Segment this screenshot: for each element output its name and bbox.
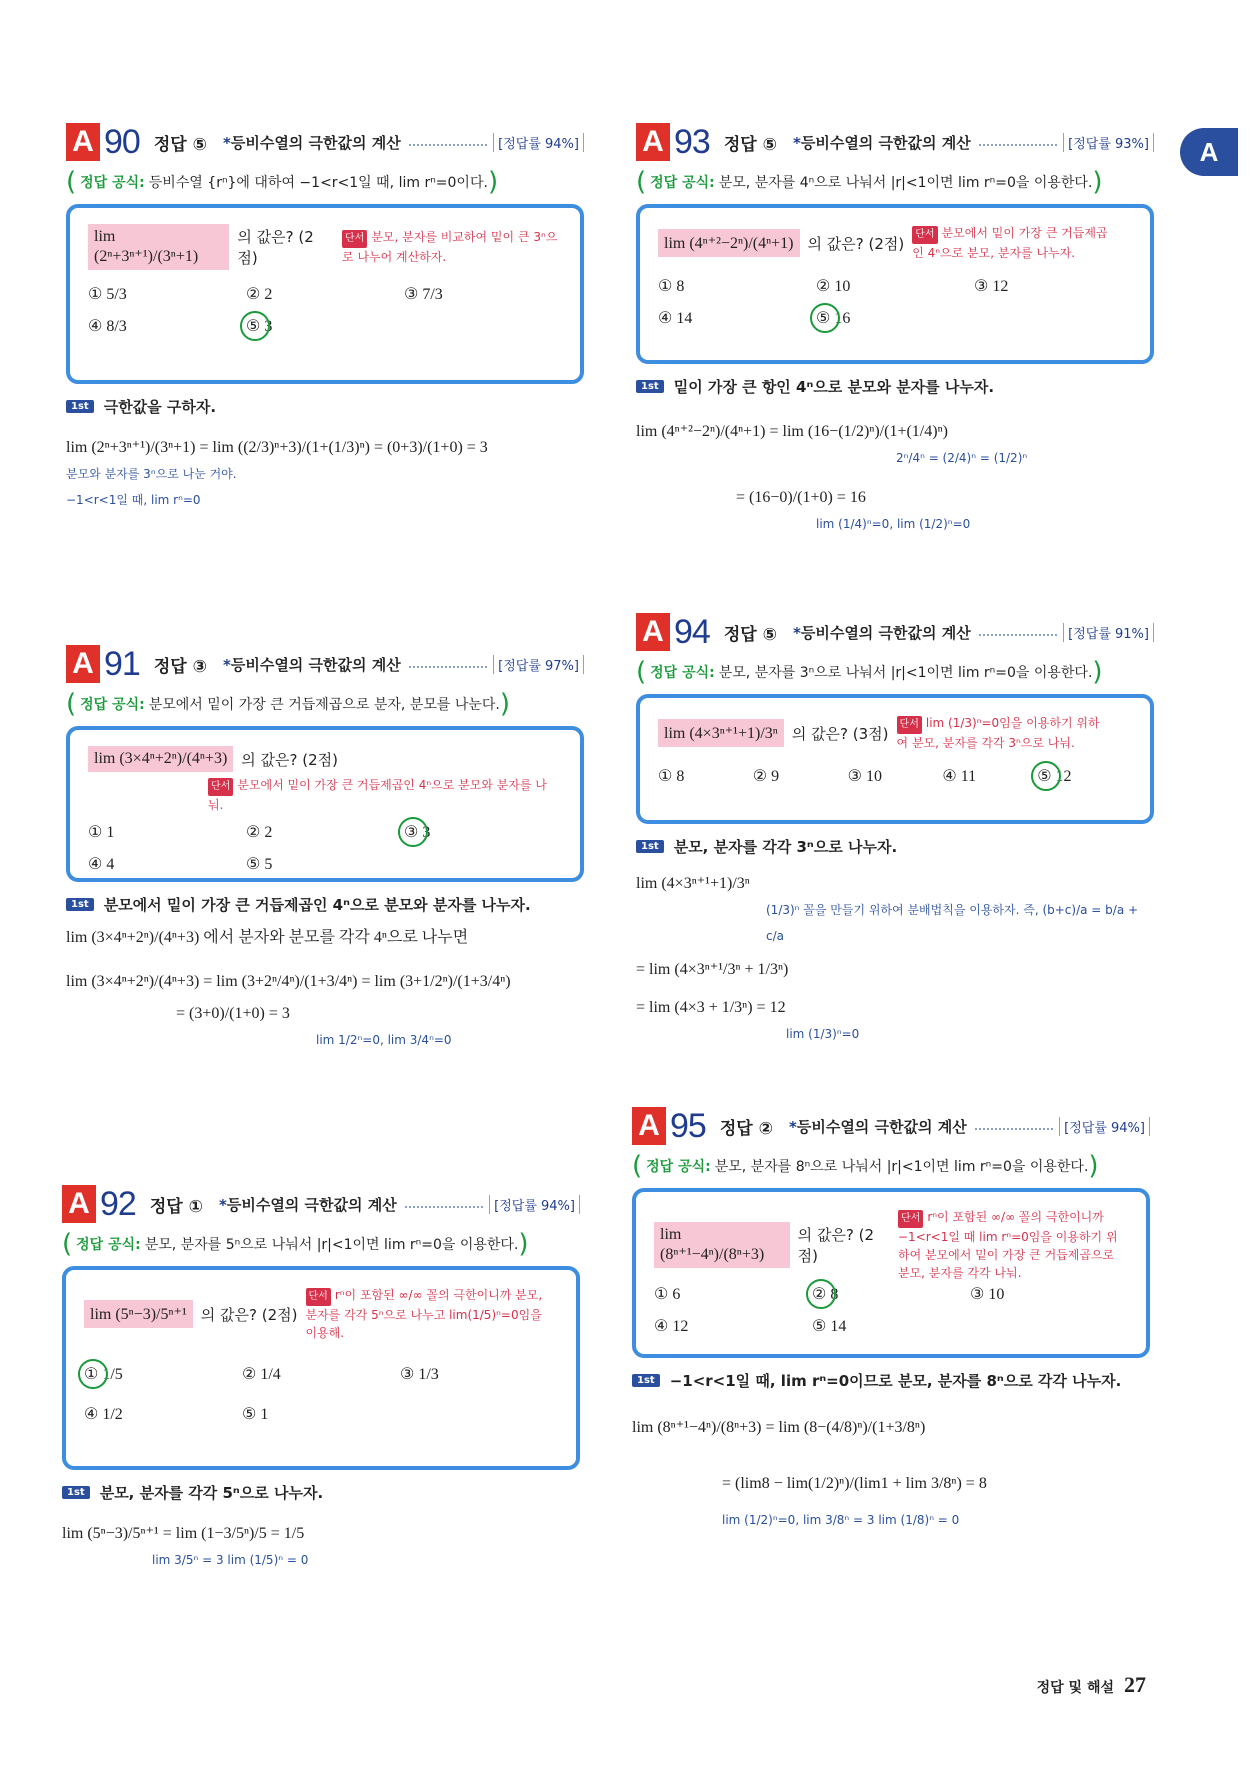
question-box	[66, 726, 584, 882]
solution-title: 1st −1<r<1일 때, lim rⁿ=0이므로 분모, 분자를 8ⁿ으로 각각 나누자.	[632, 1370, 1150, 1391]
solution-line: lim (4ⁿ⁺²−2ⁿ)/(4ⁿ+1) = lim (16−(1/2)ⁿ)/(1+(1/4)ⁿ)	[636, 423, 948, 440]
answer-label: 정답 ⑤	[153, 134, 207, 155]
problem-letter: A	[632, 1107, 666, 1145]
solution-title: 1st 분모에서 밑이 가장 큰 거듭제곱인 4ⁿ으로 분모와 분자를 나누자.	[66, 894, 584, 915]
solution-note: −1<r<1일 때, lim rⁿ=0	[66, 493, 201, 507]
problem-letter: A	[636, 613, 670, 651]
topic: *등비수열의 극한값의 계산	[222, 133, 401, 152]
solution-title: 1st 분모, 분자를 각각 5ⁿ으로 나누자.	[62, 1482, 580, 1503]
choice-3[interactable]: ③ 1/3	[400, 1366, 439, 1383]
solution	[66, 435, 584, 513]
question-text: 의 값은? (2점)	[200, 1305, 298, 1324]
choices	[88, 284, 562, 336]
choice-5-correct[interactable]: ⑤ 16	[816, 308, 974, 328]
correct-rate: [정답률 94%]	[1059, 1117, 1150, 1136]
solution	[636, 871, 1154, 1047]
question-expression: lim (4×3ⁿ⁺¹+1)/3ⁿ	[658, 719, 784, 747]
solution-note: (1/3)ⁿ 꼴을 만들기 위하여 분배법칙을 이용하자. 즉, (b+c)/a = b/a + c/a	[766, 903, 1139, 943]
choice-1-correct[interactable]: ① 1/5	[84, 1364, 242, 1384]
question-box	[636, 204, 1154, 364]
question-text: 의 값은? (2점)	[241, 750, 338, 769]
solution-note: lim (1/4)ⁿ=0, lim (1/2)ⁿ=0	[816, 517, 971, 531]
formula-line: ( 정답 공식: 분모, 분자를 4ⁿ으로 나눠서 |r|<1이면 lim rⁿ=0을 이용한다. )	[636, 167, 1103, 197]
solution-title: 1st 극한값을 구하자.	[66, 396, 584, 417]
solution-line: lim (3×4ⁿ+2ⁿ)/(4ⁿ+3) = lim (3+2ⁿ/4ⁿ)/(1+3/4ⁿ) = lim (3+1/2ⁿ)/(1+3/4ⁿ)	[66, 973, 511, 990]
solution	[66, 925, 584, 1053]
choices	[658, 766, 1132, 786]
choice-2[interactable]: ② 2	[246, 824, 273, 841]
correct-rate: [정답률 91%]	[1063, 623, 1154, 642]
choices	[84, 1364, 558, 1424]
problem-93	[636, 122, 1154, 537]
tip: 단서 lim (1/3)ⁿ=0임을 이용하기 위하여 분모, 분자를 각각 3ⁿ으로 나눠.	[896, 716, 1100, 750]
solution-line: = lim (4×3 + 1/3ⁿ) = 12	[636, 999, 786, 1016]
question-expression: lim (2ⁿ+3ⁿ⁺¹)/(3ⁿ+1)	[88, 224, 229, 270]
choice-4[interactable]: ④ 12	[654, 1318, 689, 1335]
solution-note: lim 1/2ⁿ=0, lim 3/4ⁿ=0	[316, 1033, 452, 1047]
leader-dots	[979, 144, 1057, 146]
question-box	[62, 1266, 580, 1470]
solution-line: lim (8ⁿ⁺¹−4ⁿ)/(8ⁿ+3) = lim (8−(4/8)ⁿ)/(1+3/8ⁿ)	[632, 1419, 926, 1436]
question-expression: lim (8ⁿ⁺¹−4ⁿ)/(8ⁿ+3)	[654, 1222, 790, 1268]
tip: 단서 rⁿ이 포함된 ∞/∞ 꼴의 극한이니까 분모, 분자를 각각 5ⁿ으로 나누고 lim(1/5)ⁿ=0임을 이용해.	[305, 1288, 543, 1340]
solution-line: lim (2ⁿ+3ⁿ⁺¹)/(3ⁿ+1) = lim ((2/3)ⁿ+3)/(1+(1/3)ⁿ) = (0+3)/(1+0) = 3	[66, 439, 488, 456]
solution-line: = (lim8 − lim(1/2)ⁿ)/(lim1 + lim 3/8ⁿ) = 8	[722, 1475, 987, 1492]
problem-number: 95	[670, 1106, 706, 1145]
formula-line: ( 정답 공식: 분모, 분자를 8ⁿ으로 나눠서 |r|<1이면 lim rⁿ=0을 이용한다. )	[632, 1151, 1099, 1181]
choice-5[interactable]: ⑤ 1	[242, 1406, 269, 1423]
page-number: 27	[1124, 1672, 1146, 1697]
choice-5[interactable]: ⑤ 5	[246, 856, 273, 873]
topic: *등비수열의 극한값의 계산	[792, 133, 971, 152]
solution-note: lim (1/3)ⁿ=0	[786, 1027, 860, 1041]
problem-number: 93	[674, 122, 710, 161]
solution-note: 2ⁿ/4ⁿ = (2/4)ⁿ = (1/2)ⁿ	[896, 451, 1028, 465]
footer-label: 정답 및 해설	[1036, 1680, 1114, 1696]
question-expression: lim (3×4ⁿ+2ⁿ)/(4ⁿ+3)	[88, 746, 233, 772]
formula-line: ( 정답 공식: 분모, 분자를 5ⁿ으로 나눠서 |r|<1이면 lim rⁿ=0을 이용한다. )	[62, 1229, 529, 1259]
leader-dots	[409, 666, 487, 668]
problem-letter: A	[66, 645, 100, 683]
solution	[62, 1521, 580, 1573]
choice-2[interactable]: ② 9	[752, 768, 780, 785]
choices	[658, 276, 1132, 328]
section-tab: A	[1180, 128, 1238, 176]
topic: *등비수열의 극한값의 계산	[788, 1117, 967, 1136]
choice-1[interactable]: ① 5/3	[88, 286, 127, 303]
solution-note: lim 3/5ⁿ = 3 lim (1/5)ⁿ = 0	[152, 1553, 309, 1567]
choice-4[interactable]: ④ 4	[88, 856, 115, 873]
solution-line: lim (4×3ⁿ⁺¹+1)/3ⁿ	[636, 875, 750, 892]
tip: 단서 분모, 분자를 비교하여 밑이 큰 3ⁿ으로 나누어 계산하자.	[342, 230, 558, 264]
problem-number: 90	[104, 122, 140, 161]
correct-rate: [정답률 93%]	[1063, 133, 1154, 152]
solution-line: lim (3×4ⁿ+2ⁿ)/(4ⁿ+3) 에서 분자와 분모를 각각 4ⁿ으로 나누면	[66, 929, 469, 946]
leader-dots	[405, 1206, 483, 1208]
choice-4[interactable]: ④ 1/2	[84, 1406, 123, 1423]
topic: *등비수열의 극한값의 계산	[222, 655, 401, 674]
solution-note: 분모와 분자를 3ⁿ으로 나눈 거야.	[66, 467, 237, 481]
choices	[88, 822, 562, 874]
choices	[654, 1284, 1128, 1336]
choice-3[interactable]: ③ 10	[970, 1286, 1005, 1303]
correct-rate: [정답률 94%]	[493, 133, 584, 152]
choice-4[interactable]: ④ 8/3	[88, 318, 127, 335]
page-footer	[1037, 1672, 1146, 1698]
solution-note: lim (1/2)ⁿ=0, lim 3/8ⁿ = 3 lim (1/8)ⁿ = 0	[722, 1513, 960, 1527]
solution-title: 1st 분모, 분자를 각각 3ⁿ으로 나누자.	[636, 836, 1154, 857]
tip: 단서 분모에서 밑이 가장 큰 거듭제곱인 4ⁿ으로 분모, 분자를 나누자.	[912, 226, 1108, 260]
choice-3-correct[interactable]: ③ 3	[404, 822, 562, 842]
problem-number: 91	[104, 644, 140, 683]
choice-3[interactable]: ③ 12	[974, 278, 1009, 295]
leader-dots	[979, 634, 1057, 636]
choice-2[interactable]: ② 2	[246, 286, 273, 303]
question-text: 의 값은? (2점)	[237, 228, 314, 267]
solution-line: = (3+0)/(1+0) = 3	[176, 1005, 290, 1022]
problem-90	[66, 122, 584, 513]
solution	[632, 1415, 1150, 1533]
question-box	[66, 204, 584, 384]
problem-header	[66, 122, 584, 162]
formula-line: ( 정답 공식: 등비수열 {rⁿ}에 대하여 −1<r<1일 때, lim rⁿ=0이다. )	[66, 167, 499, 197]
problem-number: 92	[100, 1184, 136, 1223]
choice-2-correct[interactable]: ② 8	[812, 1284, 970, 1304]
correct-rate: [정답률 97%]	[493, 655, 584, 674]
problem-header	[636, 122, 1154, 162]
problem-letter: A	[62, 1185, 96, 1223]
question-text: 의 값은? (2점)	[807, 234, 905, 253]
problem-header	[632, 1106, 1150, 1146]
choice-5[interactable]: ⑤ 14	[812, 1318, 847, 1335]
choice-1[interactable]: ① 1	[88, 824, 115, 841]
problem-number: 94	[674, 612, 710, 651]
problem-header	[62, 1184, 580, 1224]
solution-title: 1st 밑이 가장 큰 항인 4ⁿ으로 분모와 분자를 나누자.	[636, 376, 1154, 397]
problem-header	[66, 644, 584, 684]
choice-1[interactable]: ① 8	[658, 278, 685, 295]
problem-letter: A	[636, 123, 670, 161]
answer-label: 정답 ⑤	[723, 134, 777, 155]
question-expression: lim (4ⁿ⁺²−2ⁿ)/(4ⁿ+1)	[658, 229, 800, 257]
answer-label: 정답 ②	[719, 1118, 773, 1139]
choice-3[interactable]: ③ 7/3	[404, 286, 443, 303]
leader-dots	[409, 144, 487, 146]
problem-header	[636, 612, 1154, 652]
solution-line: lim (5ⁿ−3)/5ⁿ⁺¹ = lim (1−3/5ⁿ)/5 = 1/5	[62, 1525, 305, 1542]
solution	[636, 419, 1154, 537]
problem-91	[66, 644, 584, 1053]
tip: 단서 분모에서 밑이 가장 큰 거듭제곱인 4ⁿ으로 분모와 분자를 나눠.	[208, 778, 547, 812]
problem-95	[632, 1106, 1150, 1533]
question-text: 의 값은? (3점)	[791, 724, 889, 743]
choice-2[interactable]: ② 10	[816, 278, 851, 295]
formula-line: ( 정답 공식: 분모에서 밑이 가장 큰 거듭제곱으로 분자, 분모를 나눈다. )	[66, 689, 510, 719]
choice-1[interactable]: ① 8	[658, 768, 685, 785]
question-box	[636, 694, 1154, 824]
solution-line: = (16−0)/(1+0) = 16	[736, 489, 866, 506]
tip: 단서 rⁿ이 포함된 ∞/∞ 꼴의 극한이니까 −1<r<1일 때 lim rⁿ=0임을 이용하기 위하여 분모에서 밑이 가장 큰 거듭제곱으로 분모, 분자를 각각 나눠.	[898, 1210, 1118, 1280]
answer-label: 정답 ⑤	[723, 624, 777, 645]
problem-92	[62, 1184, 580, 1573]
problem-94	[636, 612, 1154, 1047]
answer-label: 정답 ①	[149, 1196, 203, 1217]
topic: *등비수열의 극한값의 계산	[792, 623, 971, 642]
solution-line: = lim (4×3ⁿ⁺¹/3ⁿ + 1/3ⁿ)	[636, 961, 789, 978]
answer-label: 정답 ③	[153, 656, 207, 677]
leader-dots	[975, 1128, 1053, 1130]
question-text: 의 값은? (2점)	[797, 1226, 875, 1265]
choice-2[interactable]: ② 1/4	[242, 1366, 281, 1383]
choice-4[interactable]: ④ 14	[658, 310, 693, 327]
topic: *등비수열의 극한값의 계산	[218, 1195, 397, 1214]
question-box	[632, 1188, 1150, 1358]
choice-3[interactable]: ③ 10	[847, 768, 882, 785]
problem-letter: A	[66, 123, 100, 161]
formula-line: ( 정답 공식: 분모, 분자를 3ⁿ으로 나눠서 |r|<1이면 lim rⁿ=0을 이용한다. )	[636, 657, 1103, 687]
choice-1[interactable]: ① 6	[654, 1286, 681, 1303]
question-expression: lim (5ⁿ−3)/5ⁿ⁺¹	[84, 1300, 193, 1328]
choice-5-correct[interactable]: ⑤ 3	[246, 316, 404, 336]
correct-rate: [정답률 94%]	[489, 1195, 580, 1214]
choice-4[interactable]: ④ 11	[942, 768, 977, 785]
choice-5-correct[interactable]: ⑤ 12	[1037, 766, 1132, 786]
